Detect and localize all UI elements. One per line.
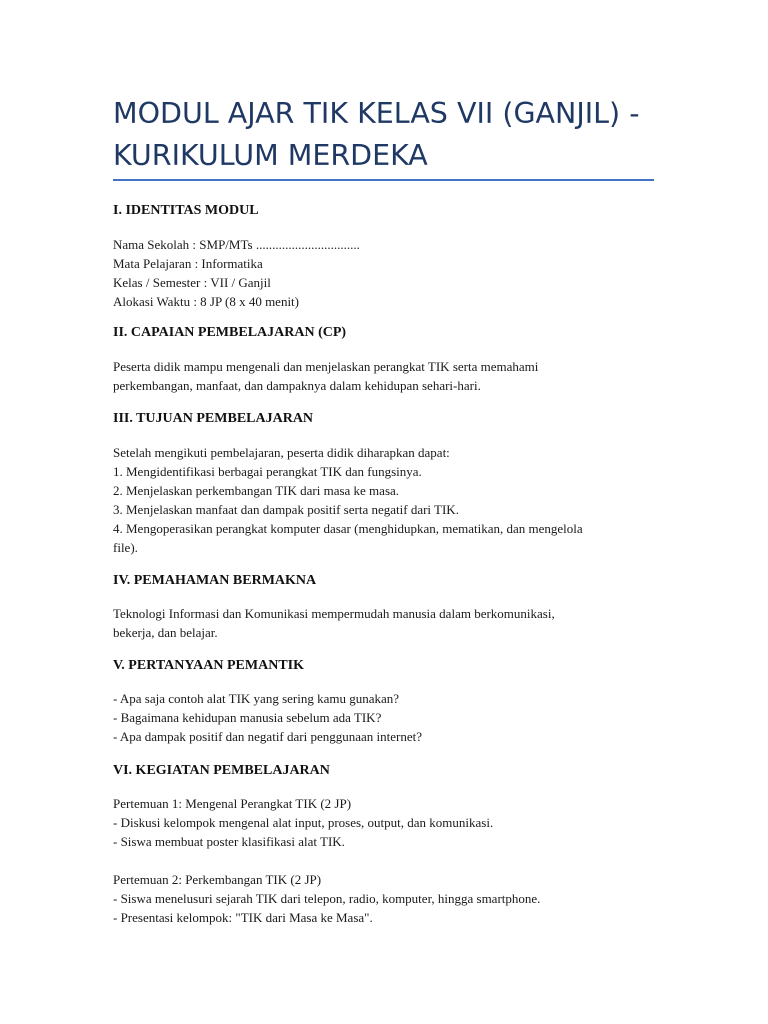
tujuan-line: 2. Menjelaskan perkembangan TIK dari masa ke masa. xyxy=(113,483,400,498)
pemantik-question: - Bagaimana kehidupan manusia sebelum ada TIK? xyxy=(113,710,382,725)
identitas-line: Mata Pelajaran : Informatika xyxy=(113,256,263,271)
pertemuan-2-body xyxy=(113,870,673,927)
title-underline-divider xyxy=(113,179,654,181)
pemantik-question: - Apa saja contoh alat TIK yang sering kamu gunakan? xyxy=(113,691,400,706)
section-heading-kegiatan: VI. KEGIATAN PEMBELAJARAN xyxy=(113,763,330,778)
section-heading-capaian: II. CAPAIAN PEMBELAJARAN (CP) xyxy=(113,325,347,340)
pemantik-question: - Apa dampak positif dan negatif dari penggunaan internet? xyxy=(113,729,423,744)
title-line-2: KURIKULUM MERDEKA xyxy=(113,139,428,172)
tujuan-line: file). xyxy=(113,540,138,555)
title-line-1: MODUL AJAR TIK KELAS VII (GANJIL) - xyxy=(113,97,640,130)
identitas-line: Alokasi Waktu : 8 JP (8 x 40 menit) xyxy=(113,294,299,309)
tujuan-line: 3. Menjelaskan manfaat dan dampak positif serta negatif dari TIK. xyxy=(113,502,459,517)
capaian-line: Peserta didik mampu mengenali dan menjelaskan perangkat TIK serta memahami xyxy=(113,359,539,374)
pemantik-body xyxy=(113,689,673,746)
identitas-line: Nama Sekolah : SMP/MTs ................................ xyxy=(113,237,360,252)
tujuan-line: Setelah mengikuti pembelajaran, peserta didik diharapkan dapat: xyxy=(113,445,450,460)
pemahaman-body xyxy=(113,604,673,642)
capaian-body xyxy=(113,357,673,395)
tujuan-line: 4. Mengoperasikan perangkat komputer dasar (menghidupkan, mematikan, dan mengelola xyxy=(113,521,583,536)
section-heading-pemahaman: IV. PEMAHAMAN BERMAKNA xyxy=(113,573,317,588)
pertemuan-1-line: Pertemuan 1: Mengenal Perangkat TIK (2 JP) xyxy=(113,796,352,811)
pertemuan-1-body xyxy=(113,794,673,851)
capaian-line: perkembangan, manfaat, dan dampaknya dalam kehidupan sehari-hari. xyxy=(113,378,481,393)
identitas-body xyxy=(113,235,673,311)
section-heading-tujuan: III. TUJUAN PEMBELAJARAN xyxy=(113,411,314,426)
section-heading-pemantik: V. PERTANYAAN PEMANTIK xyxy=(113,658,304,673)
tujuan-body xyxy=(113,443,673,557)
pemahaman-line: bekerja, dan belajar. xyxy=(113,625,218,640)
identitas-line: Kelas / Semester : VII / Ganjil xyxy=(113,275,271,290)
tujuan-line: 1. Mengidentifikasi berbagai perangkat TIK dan fungsinya. xyxy=(113,464,422,479)
pemahaman-line: Teknologi Informasi dan Komunikasi mempermudah manusia dalam berkomunikasi, xyxy=(113,606,555,621)
document-title xyxy=(113,93,673,177)
pertemuan-2-line: - Presentasi kelompok: "TIK dari Masa ke Masa". xyxy=(113,910,373,925)
section-heading-identitas: I. IDENTITAS MODUL xyxy=(113,203,259,218)
pertemuan-2-line: - Siswa menelusuri sejarah TIK dari telepon, radio, komputer, hingga smartphone. xyxy=(113,891,541,906)
pertemuan-1-line: - Siswa membuat poster klasifikasi alat TIK. xyxy=(113,834,345,849)
pertemuan-2-line: Pertemuan 2: Perkembangan TIK (2 JP) xyxy=(113,872,322,887)
pertemuan-1-line: - Diskusi kelompok mengenal alat input, proses, output, dan komunikasi. xyxy=(113,815,494,830)
